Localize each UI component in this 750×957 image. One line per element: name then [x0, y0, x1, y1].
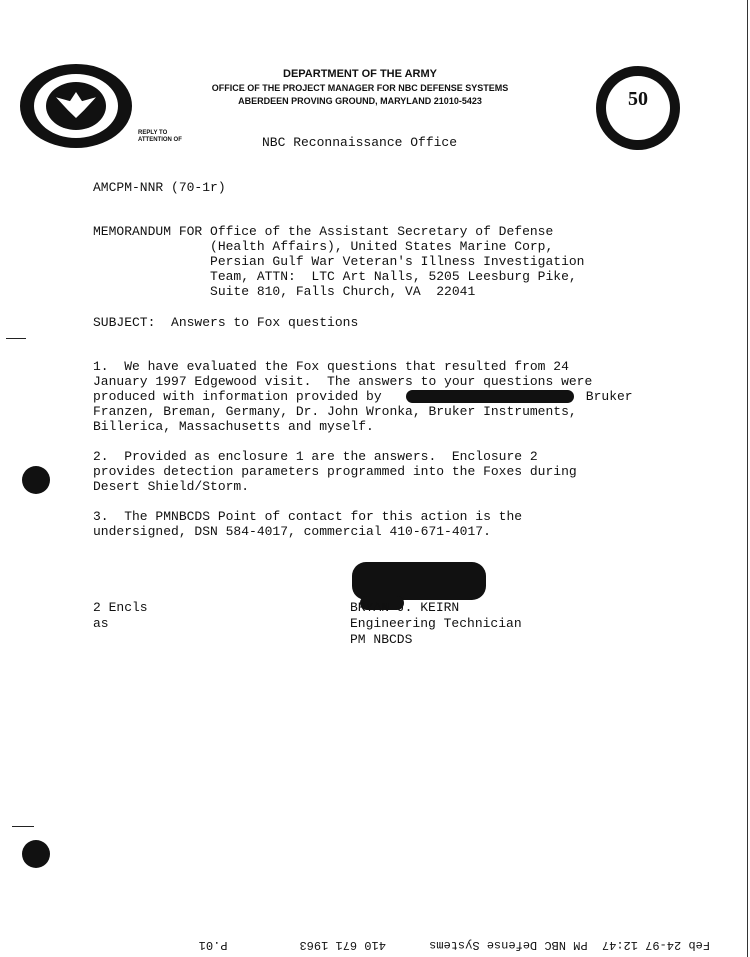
- para2-line-1: 2. Provided as enclosure 1 are the answers. Enclosure 2: [93, 449, 538, 464]
- para1-line-2: January 1997 Edgewood visit. The answers to your questions were: [93, 374, 593, 389]
- letterhead-department: DEPARTMENT OF THE ARMY: [283, 68, 437, 80]
- office-name: NBC Reconnaissance Office: [262, 135, 458, 150]
- para1-line-4: Franzen, Breman, Germany, Dr. John Wronka, Bruker Instruments,: [93, 404, 577, 419]
- letterhead-address: ABERDEEN PROVING GROUND, MARYLAND 21010-5423: [238, 96, 482, 106]
- redaction-bar: [406, 390, 574, 403]
- punch-hole-top: [22, 466, 50, 494]
- enclosures-count: 2 Encls: [93, 600, 148, 615]
- para1-line-5: Billerica, Massachusetts and myself.: [93, 419, 374, 434]
- memorandum-for-line-1: MEMORANDUM FOR Office of the Assistant Secretary of Defense: [93, 224, 554, 239]
- enclosures-note: as: [93, 616, 109, 631]
- para3-line-2: undersigned, DSN 584-4017, commercial 410-671-4017.: [93, 524, 491, 539]
- memorandum-for-line-3: Persian Gulf War Veteran's Illness Investigation: [93, 254, 585, 269]
- memorandum-for-line-4: Team, ATTN: LTC Art Nalls, 5205 Leesburg Pike,: [93, 269, 577, 284]
- punch-hole-bottom: [22, 840, 50, 868]
- signature-title: Engineering Technician: [350, 616, 522, 631]
- memorandum-for-line-2: (Health Affairs), United States Marine Corp,: [93, 239, 554, 254]
- para2-line-3: Desert Shield/Storm.: [93, 479, 250, 494]
- signature-redaction: [352, 562, 486, 600]
- para1-line-3b: Bruker: [578, 389, 633, 404]
- memorandum-for-line-5: Suite 810, Falls Church, VA 22041: [93, 284, 476, 299]
- subject-line: SUBJECT: Answers to Fox questions: [93, 315, 359, 330]
- para1-line-3a: produced with information provided by: [93, 389, 382, 404]
- margin-mark-2: [12, 826, 34, 827]
- para3-line-1: 3. The PMNBCDS Point of contact for this action is the: [93, 509, 523, 524]
- para2-line-2: provides detection parameters programmed into the Foxes during: [93, 464, 577, 479]
- signature-org: PM NBCDS: [350, 632, 413, 647]
- dod-seal-left: [20, 64, 132, 148]
- margin-mark-1: [6, 338, 26, 339]
- letterhead-office: OFFICE OF THE PROJECT MANAGER FOR NBC DEFENSE SYSTEMS: [211, 83, 509, 93]
- scan-edge: [747, 0, 748, 957]
- seal-50-text: 50: [628, 88, 648, 110]
- office-symbol: AMCPM-NNR (70-1r): [93, 180, 226, 195]
- fax-header-footer: Feb 24-97 12:47 PM NBC Defense Systems 410 671 1963 P.01: [198, 938, 710, 952]
- attention-of-label: ATTENTION OF: [138, 137, 182, 143]
- para1-line-1: 1. We have evaluated the Fox questions that resulted from 24: [93, 359, 569, 374]
- army-50th-seal-right: [596, 66, 680, 150]
- signature-name: BRYAN J. KEIRN: [350, 600, 460, 615]
- reply-to-label: REPLY TO: [138, 130, 168, 136]
